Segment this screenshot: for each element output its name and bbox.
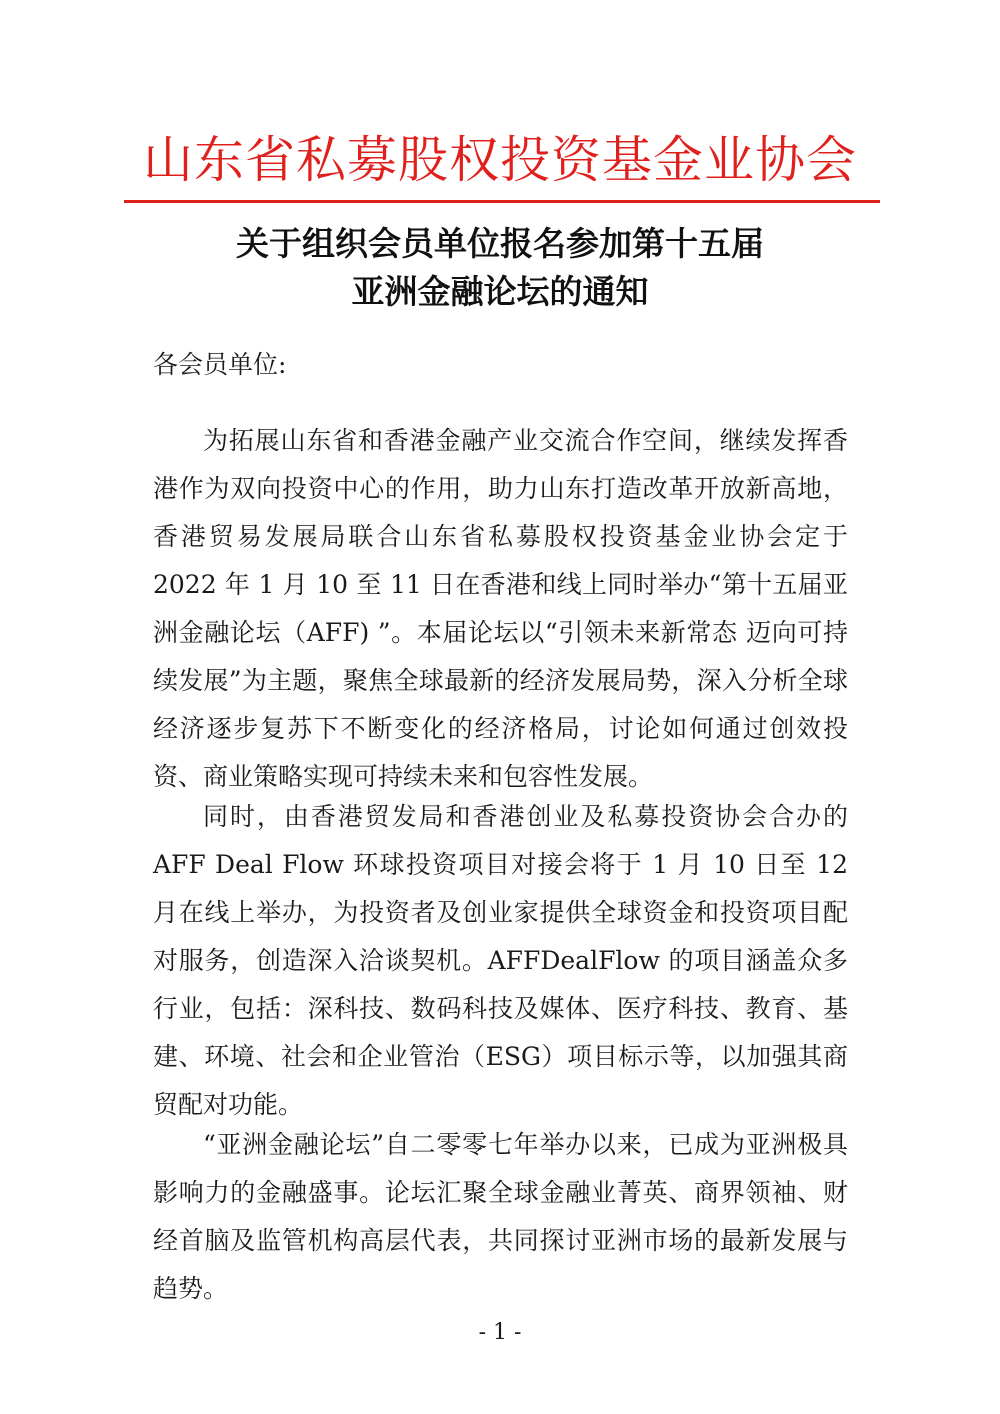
document-title-line-2: 亚洲金融论坛的通知 xyxy=(351,272,649,311)
header-red-rule xyxy=(124,200,880,203)
document-title-line-1: 关于组织会员单位报名参加第十五届 xyxy=(236,224,764,263)
salutation: 各会员单位: xyxy=(153,350,287,379)
paragraph-forum-history: “亚洲金融论坛”自二零零七年举办以来，已成为亚洲极具影响力的金融盛事。论坛汇聚全球金融业菁英、商界领袖、财经首脑及监管机构高层代表，共同探讨亚洲市场的最新发展与趋势。 xyxy=(153,1130,848,1303)
paragraph-forum-intro: 为拓展山东省和香港金融产业交流合作空间，继续发挥香港作为双向投资中心的作用，助力山东打造改革开放新高地，香港贸易发展局联合山东省私募股权投资基金业协会定于 2022 年 1 月 10 至 11 日在香港和线上同时举办“第十五届亚洲金融论坛（AFF) ”。本届论坛以“引领未来新常态 迈向可持续发展”为主题，聚焦全球最新的经济发展局势，深入分析全球经济逐步复苏下不断变化的经济格局，讨论如何通过创效投资、商业策略实现可持续未来和包容性发展。 xyxy=(153,426,848,791)
organization-header: 山东省私募股权投资基金业协会 xyxy=(143,131,857,189)
paragraph-deal-flow: 同时，由香港贸发局和香港创业及私募投资协会合办的AFF Deal Flow 环球投资项目对接会将于 1 月 10 日至 12 月在线上举办，为投资者及创业家提供全球资金和投资项目配对服务，创造深入洽谈契机。AFFDealFlow 的项目涵盖众多行业，包括：深科技、数码科技及媒体、医疗科技、教育、基建、环境、社会和企业管治（ESG）项目标示等，以加强其商贸配对功能。 xyxy=(153,802,848,1119)
page-number: - 1 - xyxy=(478,1320,522,1345)
